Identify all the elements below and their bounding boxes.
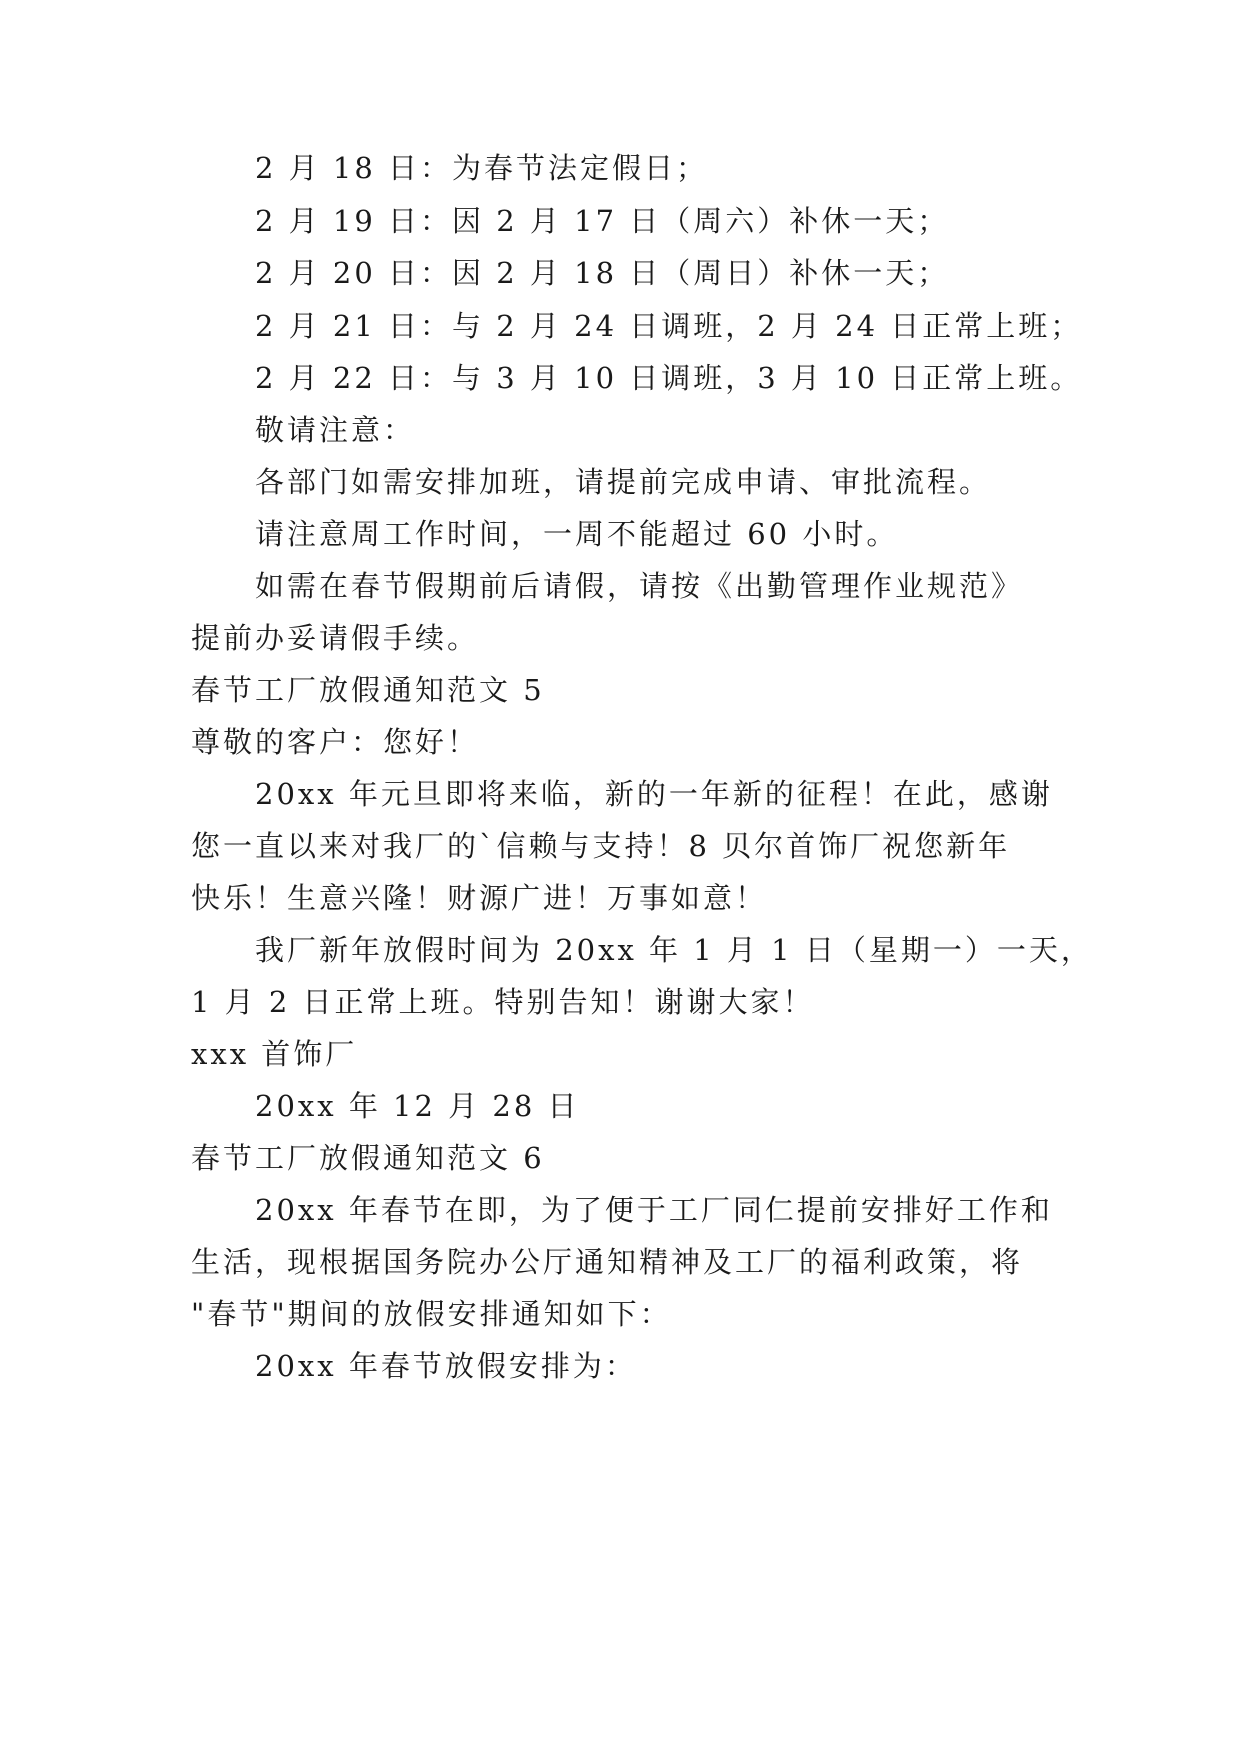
notice-item-work-hours: 请注意周工作时间，一周不能超过 60 小时。: [255, 517, 899, 551]
schedule-line-feb-20: 2 月 20 日：因 2 月 18 日（周日）补休一天；: [255, 256, 950, 290]
notice-item-leave-continued: 提前办妥请假手续。: [191, 621, 480, 655]
signature-line: xxx 首饰厂: [191, 1037, 358, 1071]
paragraph-line: 20xx 年元旦即将来临，新的一年新的征程！在此，感谢: [255, 777, 1053, 811]
schedule-line-feb-19: 2 月 19 日：因 2 月 17 日（周六）补休一天；: [255, 204, 950, 238]
paragraph-line: 1 月 2 日正常上班。特别告知！谢谢大家！: [191, 985, 815, 1019]
schedule-line-feb-21: 2 月 21 日：与 2 月 24 日调班，2 月 24 日正常上班；: [255, 309, 1083, 343]
notice-heading: 敬请注意：: [255, 413, 416, 447]
section-title-6: 春节工厂放假通知范文 6: [191, 1141, 545, 1175]
paragraph-line: 快乐！生意兴隆！财源广进！万事如意！: [191, 881, 768, 915]
date-line: 20xx 年 12 月 28 日: [255, 1089, 580, 1123]
greeting-line: 尊敬的客户：您好！: [191, 725, 480, 759]
notice-item-leave: 如需在春节假期前后请假，请按《出勤管理作业规范》: [255, 569, 1024, 603]
paragraph-line: 您一直以来对我厂的`信赖与支持！8 贝尔首饰厂祝您新年: [191, 829, 1011, 863]
notice-item-overtime: 各部门如需安排加班，请提前完成申请、审批流程。: [255, 465, 992, 499]
section-title-5: 春节工厂放假通知范文 5: [191, 673, 545, 707]
schedule-line-feb-22: 2 月 22 日：与 3 月 10 日调班，3 月 10 日正常上班。: [255, 361, 1083, 395]
paragraph-line: 我厂新年放假时间为 20xx 年 1 月 1 日（星期一）一天，: [255, 933, 1093, 967]
paragraph-line: 20xx 年春节在即，为了便于工厂同仁提前安排好工作和: [255, 1193, 1053, 1227]
paragraph-line: 生活，现根据国务院办公厅通知精神及工厂的福利政策，将: [191, 1245, 1024, 1279]
schedule-line-feb-18: 2 月 18 日：为春节法定假日；: [255, 151, 709, 185]
paragraph-line: "春节"期间的放假安排通知如下：: [191, 1297, 672, 1331]
paragraph-line: 20xx 年春节放假安排为：: [255, 1349, 637, 1383]
